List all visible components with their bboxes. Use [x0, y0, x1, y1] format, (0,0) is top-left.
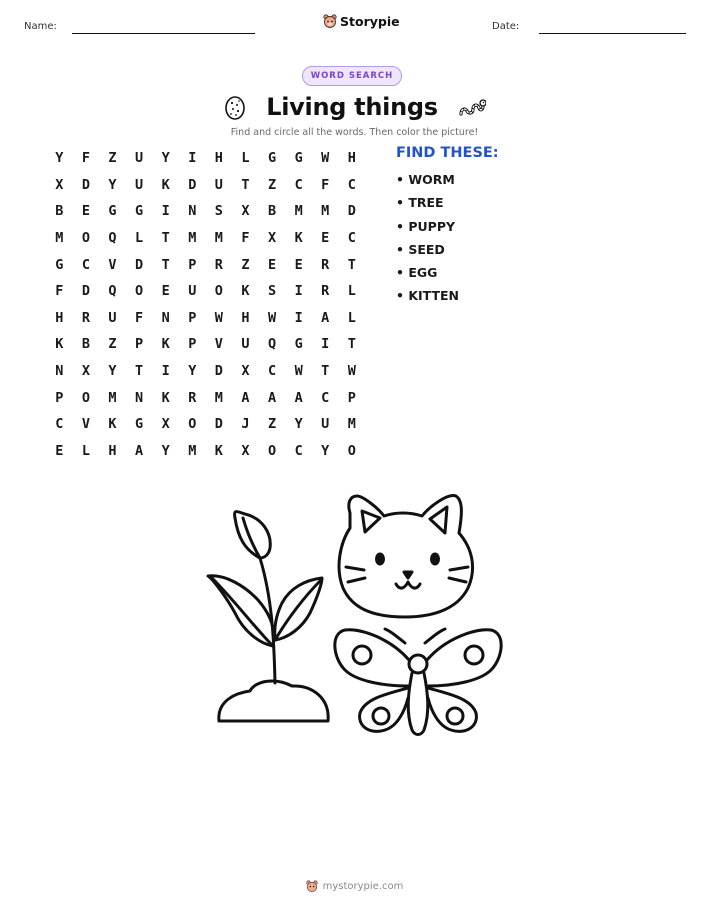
word-list-item: • SEED — [396, 241, 445, 257]
grid-letter[interactable]: O — [188, 416, 197, 433]
grid-row — [46, 331, 365, 358]
grid-letter[interactable]: U — [321, 416, 330, 433]
grid-letter[interactable]: S — [214, 203, 223, 220]
grid-letter[interactable]: C — [294, 442, 303, 459]
grid-letter[interactable]: F — [241, 230, 250, 247]
grid-letter[interactable]: U — [241, 336, 250, 353]
grid-letter[interactable]: Q — [108, 230, 117, 247]
grid-letter[interactable]: X — [241, 203, 250, 220]
grid-letter[interactable]: Z — [241, 256, 250, 273]
grid-letter[interactable]: U — [135, 150, 144, 167]
grid-letter[interactable]: I — [321, 336, 330, 353]
grid-letter[interactable]: G — [135, 203, 144, 220]
grid-row — [46, 278, 365, 305]
storypie-mascot-icon — [306, 880, 318, 893]
grid-letter[interactable]: M — [55, 230, 64, 247]
grid-letter[interactable]: I — [188, 150, 197, 167]
grid-row — [46, 145, 365, 172]
grid-row — [46, 358, 365, 385]
grid-letter[interactable]: Y — [188, 363, 197, 380]
grid-letter[interactable]: I — [161, 363, 170, 380]
date-line[interactable] — [539, 33, 686, 34]
grid-letter[interactable]: H — [347, 150, 356, 167]
grid-letter[interactable]: U — [214, 176, 223, 193]
grid-row — [46, 225, 365, 252]
worm-icon — [458, 96, 486, 118]
grid-letter[interactable]: I — [294, 283, 303, 300]
grid-letter[interactable]: K — [214, 442, 223, 459]
grid-row — [46, 305, 365, 332]
grid-letter[interactable]: X — [81, 363, 90, 380]
title-row — [200, 90, 510, 124]
sprout-icon — [208, 512, 328, 722]
grid-letter[interactable]: Z — [267, 176, 277, 193]
grid-letter[interactable]: M — [214, 389, 223, 406]
grid-letter[interactable]: W — [294, 363, 303, 380]
word-list-item: • EGG — [396, 265, 438, 281]
grid-letter[interactable]: M — [347, 416, 356, 433]
grid-letter[interactable]: X — [241, 363, 250, 380]
grid-letter[interactable]: P — [188, 309, 197, 326]
grid-letter[interactable]: F — [55, 283, 64, 300]
grid-letter[interactable]: F — [135, 309, 144, 326]
grid-letter[interactable]: K — [161, 389, 170, 406]
grid-letter[interactable]: C — [55, 416, 64, 433]
grid-letter[interactable]: B — [267, 203, 277, 220]
grid-letter[interactable]: P — [188, 256, 197, 273]
grid-row — [46, 251, 365, 278]
grid-letter[interactable]: E — [294, 256, 303, 273]
name-line[interactable] — [72, 33, 255, 34]
grid-letter[interactable]: U — [135, 176, 144, 193]
brand-name: Storypie — [340, 14, 400, 29]
grid-letter[interactable]: Y — [108, 363, 117, 380]
grid-letter[interactable]: W — [267, 309, 277, 326]
grid-letter[interactable]: J — [241, 416, 250, 433]
grid-letter[interactable]: G — [135, 416, 144, 433]
grid-letter[interactable]: Y — [161, 150, 170, 167]
word-search-badge: WORD SEARCH — [302, 66, 402, 86]
grid-row — [46, 438, 365, 465]
grid-letter[interactable]: N — [135, 389, 144, 406]
grid-letter[interactable]: X — [267, 230, 277, 247]
grid-letter[interactable]: P — [188, 336, 197, 353]
grid-letter[interactable]: X — [241, 442, 250, 459]
grid-letter[interactable]: K — [241, 283, 250, 300]
grid-letter[interactable]: X — [161, 416, 170, 433]
grid-letter[interactable]: K — [294, 230, 303, 247]
grid-letter[interactable]: O — [347, 442, 356, 459]
name-label: Name: — [24, 21, 57, 32]
grid-letter[interactable]: V — [81, 416, 90, 433]
storypie-mascot-icon — [323, 14, 337, 29]
grid-letter[interactable]: F — [81, 150, 90, 167]
egg-icon — [224, 94, 246, 120]
grid-letter[interactable]: R — [321, 256, 330, 273]
grid-letter[interactable]: R — [188, 389, 197, 406]
grid-letter[interactable]: E — [81, 203, 90, 220]
grid-letter[interactable]: X — [55, 176, 64, 193]
grid-letter[interactable]: O — [81, 389, 90, 406]
grid-letter[interactable]: U — [188, 283, 197, 300]
grid-letter[interactable]: G — [267, 150, 277, 167]
brand-logo — [323, 14, 400, 29]
grid-letter[interactable]: D — [81, 176, 90, 193]
grid-row — [46, 411, 365, 438]
grid-letter[interactable]: N — [161, 309, 170, 326]
grid-letter[interactable]: H — [214, 150, 223, 167]
grid-letter[interactable]: C — [347, 176, 356, 193]
grid-letter[interactable]: B — [81, 336, 90, 353]
grid-letter[interactable]: M — [108, 389, 117, 406]
grid-letter[interactable]: C — [321, 389, 330, 406]
grid-letter[interactable]: P — [347, 389, 356, 406]
grid-letter[interactable]: I — [294, 309, 303, 326]
grid-letter[interactable]: D — [214, 416, 223, 433]
grid-letter[interactable]: W — [214, 309, 223, 326]
grid-letter[interactable]: Z — [108, 336, 117, 353]
find-these-heading: FIND THESE: — [396, 145, 499, 161]
grid-letter[interactable]: Z — [108, 150, 117, 167]
word-list-item: • PUPPY — [396, 218, 456, 234]
grid-letter[interactable]: N — [55, 363, 64, 380]
grid-letter[interactable]: W — [321, 150, 330, 167]
grid-letter[interactable]: O — [81, 230, 90, 247]
grid-letter[interactable]: M — [214, 230, 223, 247]
grid-letter[interactable]: V — [108, 256, 117, 273]
grid-letter[interactable]: M — [188, 442, 197, 459]
grid-letter[interactable]: W — [347, 363, 356, 380]
grid-letter[interactable]: K — [161, 176, 170, 193]
grid-letter[interactable]: T — [161, 256, 170, 273]
grid-letter[interactable]: O — [214, 283, 223, 300]
grid-letter[interactable]: T — [321, 363, 330, 380]
grid-letter[interactable]: B — [55, 203, 64, 220]
footer — [0, 880, 709, 893]
page-title: Living things — [266, 93, 438, 121]
grid-letter[interactable]: Y — [108, 176, 117, 193]
grid-letter[interactable]: L — [81, 442, 90, 459]
grid-letter[interactable]: A — [294, 389, 303, 406]
grid-letter[interactable]: D — [188, 176, 197, 193]
grid-letter[interactable]: C — [294, 176, 303, 193]
grid-letter[interactable]: L — [347, 283, 356, 300]
butterfly-icon — [335, 629, 501, 735]
grid-letter[interactable]: H — [108, 442, 117, 459]
grid-letter[interactable]: G — [294, 150, 303, 167]
grid-row — [46, 384, 365, 411]
grid-letter[interactable]: G — [108, 203, 117, 220]
grid-letter[interactable]: Q — [108, 283, 117, 300]
word-list-item: • KITTEN — [396, 288, 460, 304]
grid-letter[interactable]: P — [135, 336, 144, 353]
grid-letter[interactable]: T — [241, 176, 250, 193]
grid-letter[interactable]: L — [241, 150, 250, 167]
footer-url[interactable]: mystorypie.com — [322, 881, 404, 892]
coloring-illustration[interactable] — [200, 488, 520, 743]
grid-letter[interactable]: T — [161, 230, 170, 247]
grid-letter[interactable]: K — [55, 336, 64, 353]
grid-letter[interactable]: A — [241, 389, 250, 406]
grid-letter[interactable]: D — [135, 256, 144, 273]
grid-letter[interactable]: O — [135, 283, 144, 300]
grid-letter[interactable]: C — [81, 256, 90, 273]
grid-letter[interactable]: R — [214, 256, 223, 273]
grid-letter[interactable]: S — [267, 283, 277, 300]
grid-letter[interactable]: E — [55, 442, 64, 459]
grid-letter[interactable]: F — [321, 176, 330, 193]
grid-letter[interactable]: Y — [161, 442, 170, 459]
grid-letter[interactable]: D — [347, 203, 356, 220]
grid-letter[interactable]: Z — [267, 416, 277, 433]
grid-letter[interactable]: M — [294, 203, 303, 220]
grid-letter[interactable]: Y — [294, 416, 303, 433]
grid-letter[interactable]: H — [241, 309, 250, 326]
instructions: Find and circle all the words. Then color the picture! — [230, 127, 479, 138]
grid-letter[interactable]: E — [267, 256, 277, 273]
grid-letter[interactable]: A — [135, 442, 144, 459]
grid-letter[interactable]: A — [267, 389, 277, 406]
grid-letter[interactable]: D — [81, 283, 90, 300]
grid-letter[interactable]: T — [347, 336, 356, 353]
grid-letter[interactable]: T — [347, 256, 356, 273]
grid-row — [46, 198, 365, 225]
grid-letter[interactable]: G — [55, 256, 64, 273]
grid-letter[interactable]: H — [55, 309, 64, 326]
grid-letter[interactable]: O — [267, 442, 277, 459]
grid-letter[interactable]: L — [347, 309, 356, 326]
grid-letter[interactable]: Y — [55, 150, 64, 167]
grid-letter[interactable]: Y — [321, 442, 330, 459]
grid-letter[interactable]: A — [321, 309, 330, 326]
grid-letter[interactable]: U — [108, 309, 117, 326]
word-list-item: • WORM — [396, 172, 455, 187]
grid-letter[interactable]: I — [161, 203, 170, 220]
grid-letter[interactable]: M — [188, 230, 197, 247]
grid-row — [46, 172, 365, 199]
grid-letter[interactable]: V — [214, 336, 223, 353]
grid-letter[interactable]: R — [321, 283, 330, 300]
grid-letter[interactable]: Q — [267, 336, 277, 353]
grid-letter[interactable]: P — [55, 389, 64, 406]
grid-letter[interactable]: L — [135, 230, 144, 247]
grid-letter[interactable]: C — [267, 363, 277, 380]
grid-letter[interactable]: M — [321, 203, 330, 220]
grid-letter[interactable]: T — [135, 363, 144, 380]
grid-letter[interactable]: D — [214, 363, 223, 380]
word-search-grid[interactable] — [46, 145, 365, 464]
cat-face-icon — [339, 496, 473, 617]
grid-letter[interactable]: K — [161, 336, 170, 353]
grid-letter[interactable]: R — [81, 309, 90, 326]
grid-letter[interactable]: G — [294, 336, 303, 353]
grid-letter[interactable]: E — [161, 283, 170, 300]
grid-letter[interactable]: E — [321, 230, 330, 247]
word-list-item: • TREE — [396, 195, 444, 211]
word-list — [396, 172, 459, 312]
grid-letter[interactable]: K — [108, 416, 117, 433]
date-label: Date: — [492, 21, 520, 32]
grid-letter[interactable]: C — [347, 230, 356, 247]
grid-letter[interactable]: N — [188, 203, 197, 220]
